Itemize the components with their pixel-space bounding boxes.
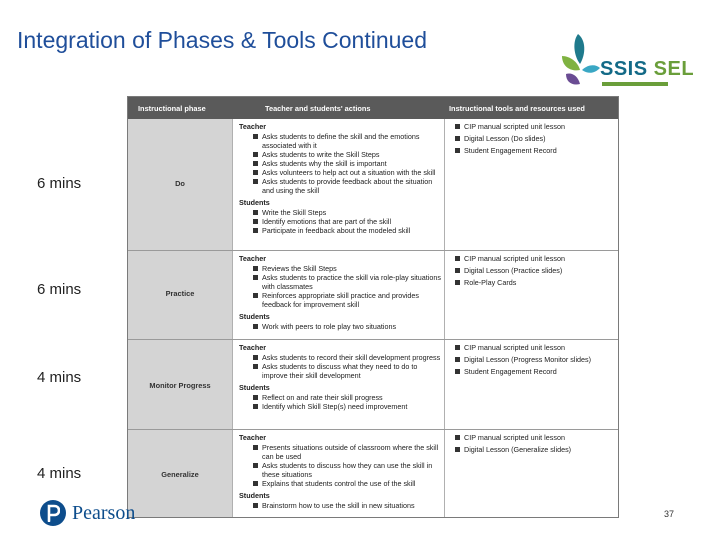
page-number: 37 [664, 509, 675, 519]
table-row [128, 429, 618, 517]
list-item: Student Engagement Record [455, 367, 618, 376]
logo-text-sel: SEL [653, 58, 695, 80]
list-item: Digital Lesson (Generalize slides) [455, 445, 618, 454]
header-actions: Teacher and students' actions [265, 104, 371, 113]
list-item: Asks students why the skill is important [253, 159, 444, 168]
slide-title: Integration of Phases & Tools Continued [17, 27, 428, 53]
list-item: Identify emotions that are part of the skill [253, 217, 444, 226]
phase-label: Monitor Progress [149, 381, 211, 390]
phase-cell [128, 251, 232, 339]
list-item: CIP manual scripted unit lesson [455, 122, 618, 131]
students-label: Students [239, 491, 270, 500]
list-item: Reinforces appropriate skill practice and provides feedback for improvement skill [253, 291, 444, 309]
list-item: Digital Lesson (Do slides) [455, 134, 618, 143]
duration-do: 6 mins [37, 175, 82, 192]
list-item: Asks volunteers to help act out a situation with the skill [253, 168, 444, 177]
actions-cell [232, 340, 444, 429]
phase-label: Generalize [161, 470, 199, 479]
list-item: Digital Lesson (Practice slides) [455, 266, 618, 275]
list-item: CIP manual scripted unit lesson [455, 343, 618, 352]
ssis-sel-logo [556, 30, 695, 92]
table-row [128, 250, 618, 339]
list-item: Asks students to define the skill and the emotions associated with it [253, 132, 444, 150]
header-phase: Instructional phase [138, 104, 206, 113]
header-tools: Instructional tools and resources used [449, 104, 585, 113]
list-item: Write the Skill Steps [253, 208, 444, 217]
pearson-wordmark: Pearson [72, 502, 136, 524]
list-item: Asks students to practice the skill via role-play situations with classmates [253, 273, 444, 291]
teacher-label: Teacher [239, 122, 267, 131]
students-label: Students [239, 312, 270, 321]
table-header [128, 97, 618, 119]
table-row [128, 119, 618, 250]
list-item: Role-Play Cards [455, 278, 618, 287]
phase-cell [128, 119, 232, 250]
list-item: Work with peers to role play two situations [253, 322, 444, 331]
list-item: Reviews the Skill Steps [253, 264, 444, 273]
actions-cell [232, 119, 444, 250]
list-item: Asks students to record their skill development progress [253, 353, 444, 362]
teacher-label: Teacher [239, 254, 267, 263]
teacher-label: Teacher [239, 343, 267, 352]
phase-cell [128, 340, 232, 429]
list-item: Asks students to discuss how they can use the skill in these situations [253, 461, 444, 479]
list-item: Asks students to provide feedback about the situation and using the skill [253, 177, 444, 195]
list-item: CIP manual scripted unit lesson [455, 254, 618, 263]
phase-label: Do [175, 179, 185, 188]
list-item: Participate in feedback about the modeled skill [253, 226, 444, 235]
tools-cell [444, 340, 618, 429]
tools-cell [444, 251, 618, 339]
list-item: Asks students to write the Skill Steps [253, 150, 444, 159]
list-item: CIP manual scripted unit lesson [455, 433, 618, 442]
duration-monitor: 4 mins [37, 369, 82, 386]
duration-generalize: 4 mins [37, 465, 82, 482]
tools-cell [444, 119, 618, 250]
list-item: Digital Lesson (Progress Monitor slides) [455, 355, 618, 364]
list-item: Explains that students control the use of the skill [253, 479, 444, 488]
logo-text-ssis: SSIS [600, 58, 648, 80]
table-row [128, 339, 618, 429]
list-item: Student Engagement Record [455, 146, 618, 155]
phase-label: Practice [165, 289, 195, 298]
teacher-label: Teacher [239, 433, 267, 442]
logo-wordmark [600, 58, 694, 81]
list-item: Asks students to discuss what they need to do to improve their skill development [253, 362, 444, 380]
list-item: Presents situations outside of classroom where the skill can be used [253, 443, 444, 461]
list-item: Reflect on and rate their skill progress [253, 393, 444, 402]
pearson-p-icon [40, 500, 66, 526]
actions-cell [232, 430, 444, 517]
leaf-logo-icon [556, 30, 602, 92]
actions-cell [232, 251, 444, 339]
phase-cell [128, 430, 232, 517]
students-label: Students [239, 383, 270, 392]
students-label: Students [239, 198, 270, 207]
phases-table [127, 96, 619, 518]
list-item: Brainstorm how to use the skill in new situations [253, 501, 444, 510]
logo-rule [602, 82, 668, 86]
duration-practice: 6 mins [37, 281, 82, 298]
list-item: Identify which Skill Step(s) need improvement [253, 402, 444, 411]
tools-cell [444, 430, 618, 517]
